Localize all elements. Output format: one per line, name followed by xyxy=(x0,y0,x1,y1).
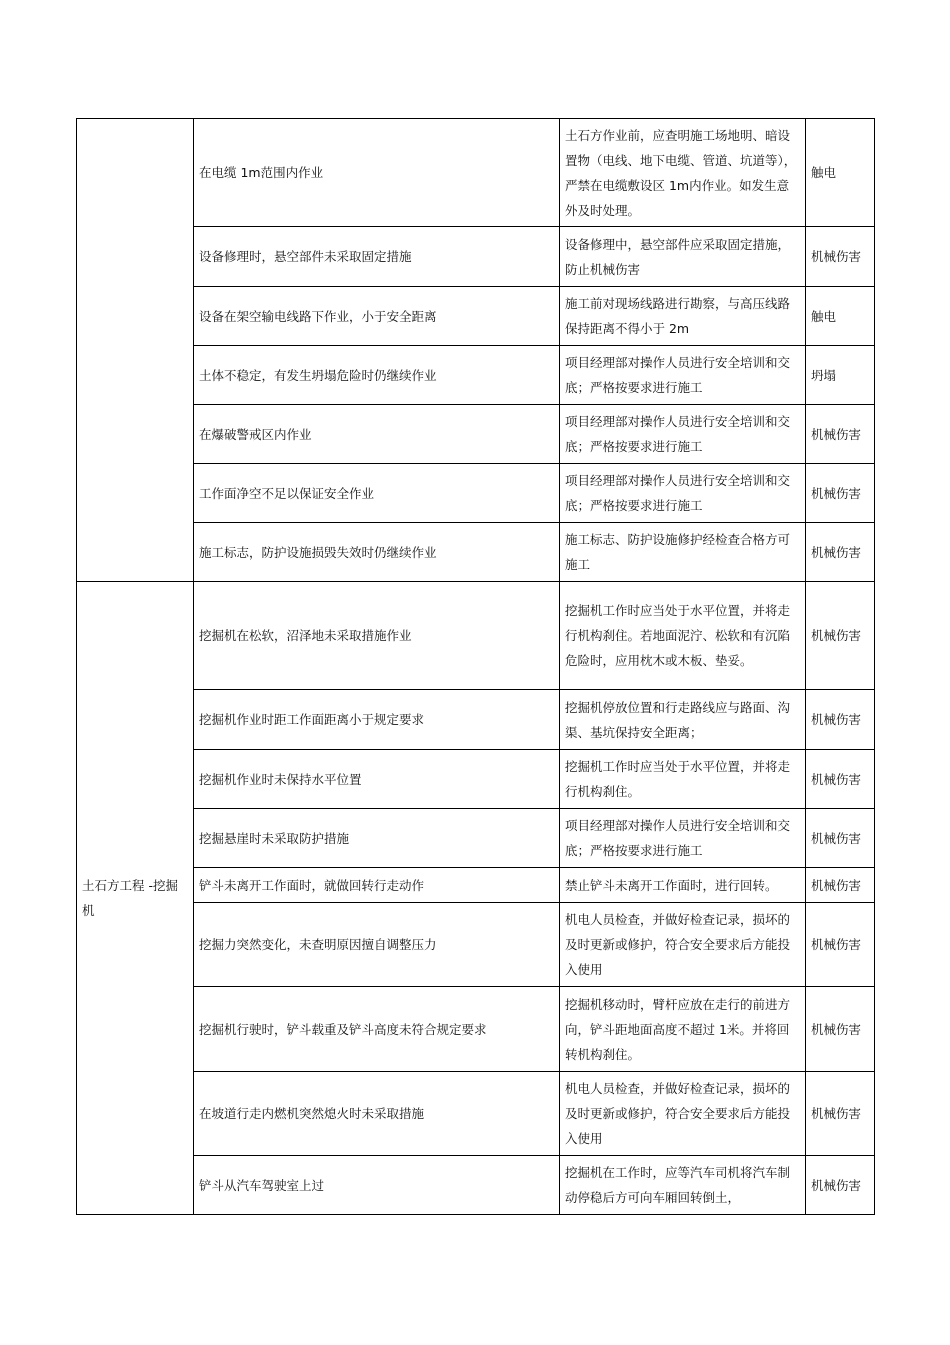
measure-cell: 土石方作业前，应查明施工场地明、暗设置物（电线、地下电缆、管道、坑道等），严禁在电缆敷设区 1m内作业。如发生意外及时处理。 xyxy=(560,119,806,227)
table-row xyxy=(77,1156,875,1215)
table-row xyxy=(77,119,875,227)
accident-type-cell: 机械伤害 xyxy=(806,868,875,903)
accident-type-cell: 机械伤害 xyxy=(806,903,875,987)
measure-cell: 机电人员检查，并做好检查记录，损坏的及时更新或修护，符合安全要求后方能投入使用 xyxy=(560,903,806,987)
accident-type-cell: 坍塌 xyxy=(806,346,875,405)
table-row xyxy=(77,582,875,690)
table-row xyxy=(77,1072,875,1156)
measure-cell: 禁止铲斗未离开工作面时，进行回转。 xyxy=(560,868,806,903)
measure-cell: 设备修理中，悬空部件应采取固定措施，防止机械伤害 xyxy=(560,227,806,287)
measure-cell: 挖掘机移动时，臂杆应放在走行的前进方向，铲斗距地面高度不超过 1米。并将回转机构刹住。 xyxy=(560,987,806,1072)
hazard-cell: 铲斗从汽车驾驶室上过 xyxy=(194,1156,560,1215)
measure-cell: 项目经理部对操作人员进行安全培训和交底；严格按要求进行施工 xyxy=(560,346,806,405)
measure-cell: 项目经理部对操作人员进行安全培训和交底；严格按要求进行施工 xyxy=(560,809,806,868)
measure-cell: 机电人员检查，并做好检查记录，损坏的及时更新或修护，符合安全要求后方能投入使用 xyxy=(560,1072,806,1156)
measure-cell: 项目经理部对操作人员进行安全培训和交底；严格按要求进行施工 xyxy=(560,464,806,523)
table-row xyxy=(77,868,875,903)
hazard-cell: 挖掘机行驶时，铲斗载重及铲斗高度未符合规定要求 xyxy=(194,987,560,1072)
hazard-cell: 施工标志，防护设施损毁失效时仍继续作业 xyxy=(194,523,560,582)
measure-cell: 施工标志、防护设施修护经检查合格方可施工 xyxy=(560,523,806,582)
accident-type-cell: 触电 xyxy=(806,287,875,346)
hazard-cell: 工作面净空不足以保证安全作业 xyxy=(194,464,560,523)
table-row xyxy=(77,523,875,582)
hazard-cell: 挖掘机作业时未保持水平位置 xyxy=(194,750,560,809)
category-cell: 土石方工程 -挖掘机 xyxy=(77,582,194,1215)
table-row xyxy=(77,227,875,287)
table-row xyxy=(77,750,875,809)
hazard-cell: 挖掘机在松软，沼泽地未采取措施作业 xyxy=(194,582,560,690)
table-row xyxy=(77,405,875,464)
accident-type-cell: 机械伤害 xyxy=(806,987,875,1072)
hazard-cell: 设备在架空输电线路下作业，小于安全距离 xyxy=(194,287,560,346)
table-row xyxy=(77,903,875,987)
accident-type-cell: 机械伤害 xyxy=(806,750,875,809)
accident-type-cell: 机械伤害 xyxy=(806,523,875,582)
accident-type-cell: 机械伤害 xyxy=(806,227,875,287)
measure-cell: 施工前对现场线路进行勘察，与高压线路保持距离不得小于 2m xyxy=(560,287,806,346)
accident-type-cell: 机械伤害 xyxy=(806,809,875,868)
table-row xyxy=(77,287,875,346)
hazard-cell: 挖掘悬崖时未采取防护措施 xyxy=(194,809,560,868)
hazard-cell: 在坡道行走内燃机突然熄火时未采取措施 xyxy=(194,1072,560,1156)
table-row xyxy=(77,987,875,1072)
hazard-cell: 挖掘力突然变化，未查明原因擅自调整压力 xyxy=(194,903,560,987)
accident-type-cell: 机械伤害 xyxy=(806,464,875,523)
hazard-cell: 在爆破警戒区内作业 xyxy=(194,405,560,464)
category-cell xyxy=(77,119,194,582)
hazard-cell: 铲斗未离开工作面时，就做回转行走动作 xyxy=(194,868,560,903)
hazard-table-container xyxy=(76,118,874,1215)
measure-cell: 挖掘机停放位置和行走路线应与路面、沟渠、基坑保持安全距离； xyxy=(560,690,806,750)
table-row xyxy=(77,809,875,868)
accident-type-cell: 机械伤害 xyxy=(806,1156,875,1215)
hazard-cell: 设备修理时，悬空部件未采取固定措施 xyxy=(194,227,560,287)
table-row xyxy=(77,464,875,523)
measure-cell: 项目经理部对操作人员进行安全培训和交底；严格按要求进行施工 xyxy=(560,405,806,464)
accident-type-cell: 机械伤害 xyxy=(806,405,875,464)
hazard-cell: 土体不稳定，有发生坍塌危险时仍继续作业 xyxy=(194,346,560,405)
table-row xyxy=(77,346,875,405)
accident-type-cell: 机械伤害 xyxy=(806,1072,875,1156)
hazard-cell: 在电缆 1m范围内作业 xyxy=(194,119,560,227)
measure-cell: 挖掘机工作时应当处于水平位置，并将走行机构刹住。 xyxy=(560,750,806,809)
measure-cell: 挖掘机在工作时，应等汽车司机将汽车制动停稳后方可向车厢回转倒土， xyxy=(560,1156,806,1215)
table-row xyxy=(77,690,875,750)
measure-cell: 挖掘机工作时应当处于水平位置，并将走行机构刹住。若地面泥泞、松软和有沉陷危险时，应用枕木或木板、垫妥。 xyxy=(560,582,806,690)
hazard-table xyxy=(76,118,875,1215)
accident-type-cell: 触电 xyxy=(806,119,875,227)
hazard-cell: 挖掘机作业时距工作面距离小于规定要求 xyxy=(194,690,560,750)
accident-type-cell: 机械伤害 xyxy=(806,582,875,690)
accident-type-cell: 机械伤害 xyxy=(806,690,875,750)
